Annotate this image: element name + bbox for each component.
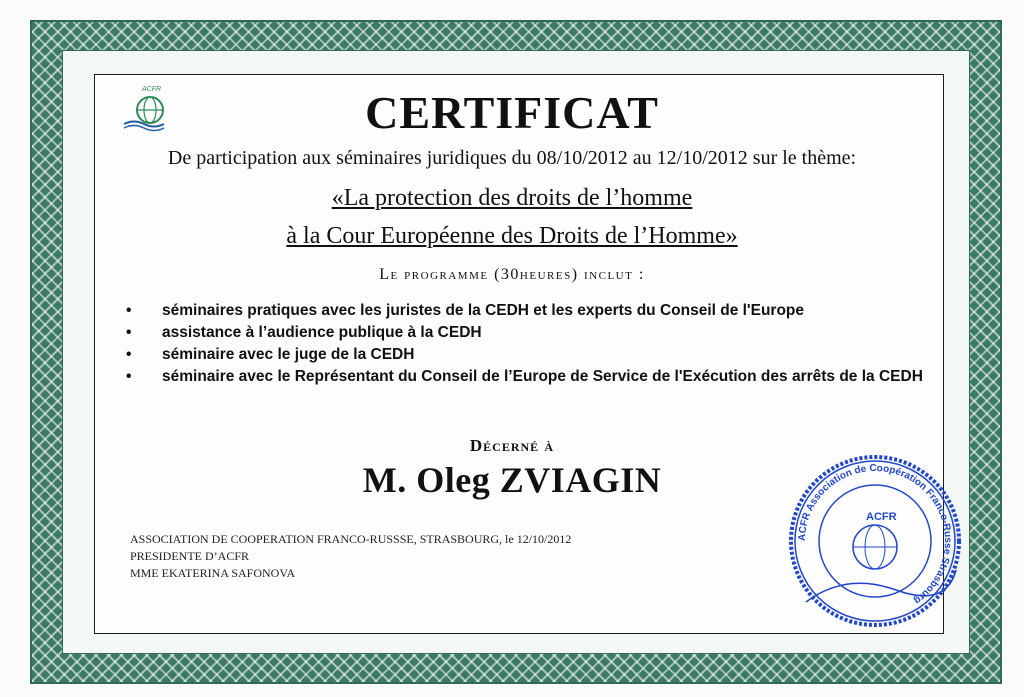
- recipient-name: M. Oleg ZVIAGIN: [362, 460, 662, 500]
- list-item: • séminaires pratiques avec les juristes de la CEDH et les experts du Conseil de l'Europe: [126, 300, 946, 322]
- list-item: • séminaire avec le Représentant du Conseil de l’Europe de Service de l'Exécution des arrêts de la CEDH: [126, 366, 946, 388]
- bullet-icon: •: [126, 346, 132, 363]
- list-item: • séminaire avec le juge de la CEDH: [126, 344, 946, 366]
- programme-list: [126, 300, 946, 388]
- official-stamp: [786, 452, 964, 630]
- footer-president-name: MME EKATERINA SAFONOVA: [130, 566, 296, 580]
- stamp-outer-text: ACFR Association de Coopération Franco-Russe Strasbourg: [796, 462, 954, 607]
- programme-heading: Le programme (30heures) inclut :: [379, 266, 645, 283]
- awarded-label: Décerné à: [469, 436, 555, 455]
- theme-line-1: «La protection des droits de l’homme: [331, 185, 693, 211]
- footer-signature-block: [130, 531, 571, 582]
- bullet-icon: •: [126, 302, 132, 319]
- footer-association: ASSOCIATION DE COOPERATION FRANCO-RUSSSE, STRASBOURG, le 12/10/2012: [130, 532, 572, 546]
- stamp-globe-icon: [853, 525, 897, 569]
- stamp-inner-text: ACFR: [866, 511, 897, 523]
- certificate-subtitle: De participation aux séminaires juridiques du 08/10/2012 au 12/10/2012 sur le thème:: [167, 147, 857, 169]
- logo-text: ACFR: [142, 86, 162, 93]
- certificate-title: CERTIFICAT: [365, 87, 659, 138]
- theme-line-2: à la Cour Européenne des Droits de l’Homme»: [286, 223, 738, 249]
- footer-president-title: PRESIDENTE D’ACFR: [130, 549, 250, 563]
- bullet-icon: •: [126, 368, 132, 385]
- bullet-icon: •: [126, 324, 132, 341]
- list-item: • assistance à l’audience publique à la CEDH: [126, 322, 946, 344]
